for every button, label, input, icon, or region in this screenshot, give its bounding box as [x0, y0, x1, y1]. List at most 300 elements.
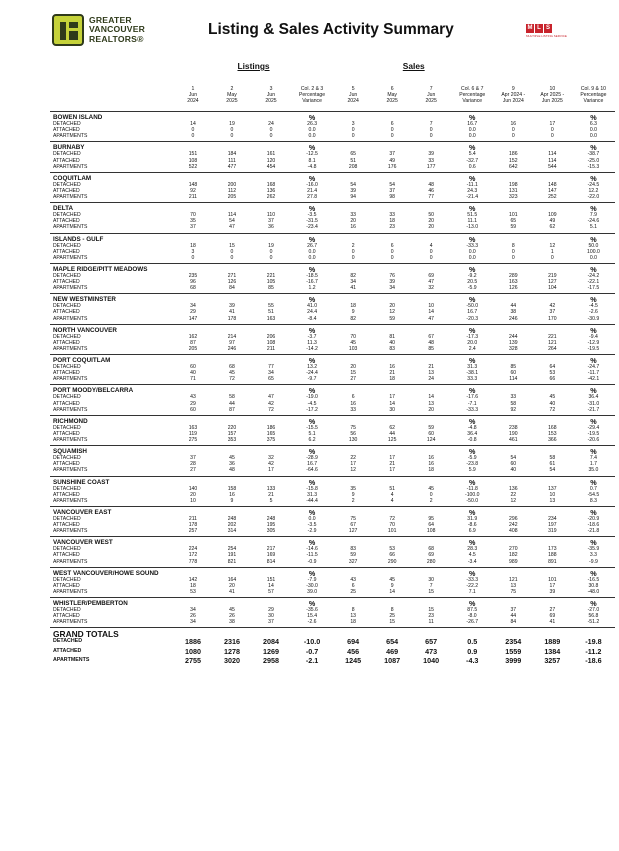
table-cell: 1559 [505, 646, 522, 656]
mls-logo [526, 24, 553, 33]
table-cell: 100.0 [587, 248, 600, 255]
table-cell: 30.8 [588, 582, 599, 589]
blank-cell [334, 172, 373, 182]
table-cell: 94 [350, 194, 356, 201]
row-label: DETACHED [53, 364, 81, 371]
table-cell: 16 [428, 461, 435, 468]
table-cell: 16.7 [307, 461, 318, 468]
table-cell: 72 [229, 376, 235, 383]
table-cell: 72 [268, 406, 274, 413]
row-label: ATTACHED [53, 491, 80, 498]
table-cell: 148 [188, 181, 198, 188]
table-cell: -9.2 [467, 272, 477, 279]
blank-cell [412, 598, 451, 608]
table-cell: 64 [428, 522, 435, 529]
table-cell: 36 [229, 461, 235, 468]
area-name: BOWEN ISLAND [50, 112, 173, 122]
table-cell: 18 [190, 582, 196, 589]
table-cell: 69 [428, 272, 435, 279]
table-cell: 2958 [262, 656, 279, 666]
table-cell: 891 [548, 558, 557, 565]
table-cell: -18.5 [306, 272, 318, 279]
table-cell: 140 [188, 485, 198, 492]
table-cell: 65 [510, 218, 517, 225]
table-cell: 8 [351, 607, 355, 614]
table-cell: 36 [268, 224, 274, 231]
table-cell: 18 [428, 467, 435, 474]
table-cell: 37 [389, 151, 395, 158]
area-name: PORT MOODY/BELCARRA [50, 385, 173, 395]
table-cell: 3 [191, 248, 195, 255]
percent-mark: % [291, 294, 334, 304]
table-cell: 821 [227, 558, 237, 565]
percent-mark: % [572, 142, 615, 152]
table-cell: -3.5 [307, 522, 317, 529]
table-cell: 161 [266, 151, 276, 158]
table-cell: 205 [188, 345, 198, 352]
table-cell: 168 [548, 424, 557, 431]
table-cell: 25 [389, 613, 395, 620]
table-cell: 15 [229, 242, 235, 249]
table-cell: 62 [389, 424, 395, 431]
percent-mark: % [451, 506, 494, 516]
table-cell: 544 [548, 163, 557, 170]
column-header-7 [412, 71, 451, 106]
column-header-line: Jun [266, 91, 276, 98]
table-cell: 31.3 [307, 491, 318, 498]
percent-mark: % [291, 203, 334, 213]
table-cell: 120 [266, 157, 276, 164]
table-cell: 23 [428, 613, 435, 620]
blank-cell [412, 385, 451, 395]
table-cell: 42 [268, 461, 274, 468]
table-cell: 163 [188, 424, 198, 431]
table-cell: 104 [548, 285, 557, 292]
table-cell: 147 [548, 187, 557, 194]
table-cell: 17 [549, 582, 556, 589]
table-cell: 238 [509, 424, 518, 431]
table-cell: 42 [268, 400, 274, 407]
table-cell: 127 [548, 279, 557, 286]
row-label: APARTMENTS [53, 467, 88, 474]
table-cell: 0.0 [308, 515, 316, 522]
row-label: APARTMENTS [53, 657, 90, 664]
table-cell: 0.0 [468, 127, 476, 134]
table-cell: 95 [428, 515, 435, 522]
table-cell: 37 [190, 224, 196, 231]
table-cell: -11.2 [585, 646, 602, 656]
table-cell: -8.0 [467, 613, 477, 620]
table-row [50, 467, 615, 476]
table-cell: 7.9 [589, 212, 597, 219]
table-cell: 989 [509, 558, 518, 565]
table-cell: -15.5 [306, 424, 318, 431]
table-row [50, 255, 615, 264]
row-label: DETACHED [53, 212, 81, 219]
table-cell: 15 [428, 607, 435, 614]
table-cell: -13.0 [466, 224, 479, 231]
table-cell: 323 [509, 194, 518, 201]
table-cell: 34 [268, 370, 274, 377]
table-cell: 186 [509, 151, 518, 158]
table-cell: -11.5 [306, 552, 318, 559]
blank-cell [494, 355, 533, 365]
row-label: APARTMENTS [53, 224, 88, 231]
blank-cell [173, 567, 212, 577]
column-header-10 [533, 71, 572, 106]
table-cell: 2.4 [468, 345, 476, 352]
table-cell: -10.0 [303, 637, 321, 647]
blank-cell [334, 203, 373, 213]
table-cell: -15.3 [587, 163, 600, 170]
table-cell: 34 [190, 619, 196, 626]
table-cell: 33 [350, 406, 356, 413]
column-header-line: Percentage [459, 91, 486, 98]
table-cell: 33 [389, 212, 395, 219]
table-cell: -7.9 [307, 576, 317, 583]
table-cell: 35.0 [588, 467, 599, 474]
table-cell: 59 [510, 224, 517, 231]
table-cell: 108 [188, 157, 198, 164]
blank-cell [212, 506, 251, 516]
table-cell: -0.9 [307, 558, 317, 565]
percent-mark: % [572, 233, 615, 243]
blank-cell [412, 172, 451, 182]
table-cell: -44.4 [306, 497, 318, 504]
table-cell: 21 [389, 370, 395, 377]
table-cell: 114 [509, 376, 518, 383]
table-cell: 0 [269, 127, 273, 134]
table-cell: -14.6 [306, 546, 318, 553]
area-name: SUNSHINE COAST [50, 476, 173, 486]
sales-group-header: Sales [402, 62, 425, 71]
table-cell: 36.4 [588, 394, 599, 401]
column-header-line: Percentage [299, 91, 326, 98]
table-cell: -17.5 [587, 285, 600, 292]
table-cell: 202 [227, 522, 237, 529]
percent-mark: % [291, 476, 334, 486]
table-cell: 6 [390, 242, 394, 249]
table-cell: 9 [390, 582, 394, 589]
area-header [50, 476, 615, 486]
table-cell: 70 [190, 212, 196, 219]
table-cell: 5 [269, 497, 273, 504]
table-cell: 47 [428, 279, 435, 286]
blank-cell [533, 415, 572, 425]
blank-cell [173, 628, 212, 638]
table-cell: 51.5 [467, 212, 478, 219]
table-cell: 51 [268, 309, 274, 316]
table-cell: 1278 [223, 646, 240, 656]
table-cell: 375 [266, 437, 276, 444]
header-blank [50, 62, 173, 71]
table-cell: 20.0 [467, 339, 478, 346]
table-cell: 14 [389, 588, 395, 595]
table-cell: 124 [426, 437, 436, 444]
blank-cell [212, 294, 251, 304]
table-cell: 153 [548, 430, 557, 437]
row-label: ATTACHED [53, 613, 80, 620]
column-header-line: 2024 [347, 97, 359, 104]
area-name: BURNABY [50, 142, 173, 152]
area-header [50, 506, 615, 516]
table-cell: 65 [350, 151, 356, 158]
table-row [50, 407, 615, 416]
row-label: APARTMENTS [53, 315, 88, 322]
column-header-line: 2024 [187, 97, 199, 104]
table-cell: 110 [266, 212, 276, 219]
area-header [50, 415, 615, 425]
table-cell: 235 [188, 272, 198, 279]
column-header-line: 2025 [265, 97, 277, 104]
table-cell: 176 [387, 163, 397, 170]
column-header-1 [173, 71, 212, 106]
table-cell: 164 [227, 576, 237, 583]
percent-mark: % [572, 476, 615, 486]
row-label: APARTMENTS [53, 194, 88, 201]
table-cell: 7 [429, 121, 433, 128]
blank-cell [412, 506, 451, 516]
table-cell: 14 [190, 121, 196, 128]
table-cell: 22 [350, 455, 356, 462]
table-cell: -4.8 [467, 424, 477, 431]
table-cell: 6.9 [468, 528, 476, 535]
row-label: APARTMENTS [53, 376, 88, 383]
percent-mark: % [291, 233, 334, 243]
row-label: ATTACHED [53, 248, 80, 255]
table-cell: 41 [350, 285, 356, 292]
table-cell: 8.3 [589, 497, 597, 504]
area-name: VANCOUVER WEST [50, 537, 173, 547]
table-cell: 21 [389, 461, 395, 468]
table-cell: 81 [389, 333, 395, 340]
table-cell: 0.5 [467, 637, 478, 647]
column-header-3 [251, 71, 290, 106]
table-cell: 327 [348, 558, 358, 565]
percent-mark: % [572, 385, 615, 395]
table-cell: 60 [428, 430, 435, 437]
row-label: ATTACHED [53, 430, 80, 437]
table-cell: 198 [509, 181, 518, 188]
table-cell: 16 [229, 491, 235, 498]
blank-cell [334, 537, 373, 547]
percent-mark: % [291, 355, 334, 365]
table-cell: 5.9 [468, 467, 476, 474]
table-cell: 34 [389, 285, 395, 292]
percent-mark: % [572, 567, 615, 577]
column-header-row [50, 71, 615, 106]
table-cell: 172 [188, 552, 198, 559]
table-cell: -16.0 [306, 181, 318, 188]
table-cell: -4.8 [307, 163, 317, 170]
table-cell: 60 [190, 364, 196, 371]
table-cell: -50.0 [466, 303, 479, 310]
column-header-line: Jun [349, 91, 358, 98]
table-cell: 0 [351, 248, 355, 255]
table-cell: 85 [428, 345, 435, 352]
table-row [50, 559, 615, 568]
table-cell: -0.7 [305, 646, 319, 656]
table-cell: 85 [268, 285, 274, 292]
table-cell: -21.7 [587, 406, 600, 413]
blank-cell [334, 598, 373, 608]
percent-mark: % [451, 476, 494, 486]
blank-cell [212, 172, 251, 182]
table-cell: 101 [548, 576, 557, 583]
table-cell: 20 [428, 224, 435, 231]
table-cell: 45 [389, 576, 395, 583]
percent-mark: % [291, 537, 334, 547]
table-cell: -20.6 [587, 437, 600, 444]
table-cell: 45 [229, 370, 235, 377]
table-cell: 54 [510, 455, 517, 462]
table-cell: -38.1 [466, 370, 479, 377]
table-cell: 17 [389, 455, 395, 462]
table-cell: 20 [350, 364, 356, 371]
table-cell: 53 [190, 588, 196, 595]
blank-cell [412, 142, 451, 152]
column-header-5 [334, 71, 373, 106]
table-cell: 85 [510, 364, 517, 371]
table-cell: 15 [389, 619, 395, 626]
column-header-line: May [387, 91, 397, 98]
table-cell: 7.1 [468, 588, 476, 595]
blank-cell [373, 355, 412, 365]
column-header-line: Jun [188, 91, 198, 98]
table-cell: 0 [390, 133, 394, 140]
table-cell: -16.7 [306, 279, 318, 286]
table-cell: 1245 [345, 656, 362, 666]
gvr-logo-mark [52, 14, 84, 46]
table-cell: 224 [188, 546, 198, 553]
table-cell: 126 [509, 285, 518, 292]
table-cell: 252 [548, 194, 557, 201]
column-header-line: May [227, 91, 237, 98]
table-cell: 246 [227, 345, 237, 352]
table-cell: -50.0 [466, 497, 479, 504]
blank-cell [334, 567, 373, 577]
blank-cell [251, 476, 290, 486]
table-cell: 44 [510, 613, 517, 620]
percent-mark: % [572, 506, 615, 516]
blank-cell [173, 446, 212, 456]
percent-mark: % [291, 112, 334, 122]
table-cell: 47 [428, 315, 435, 322]
table-cell: 14 [268, 582, 274, 589]
table-cell: -24.5 [587, 181, 600, 188]
table-cell: 33.3 [467, 376, 478, 383]
blank-cell [533, 506, 572, 516]
blank-cell [212, 385, 251, 395]
column-header-line: 2025 [425, 97, 437, 104]
blank-cell [334, 415, 373, 425]
table-cell: 17 [350, 461, 356, 468]
table-cell: 328 [509, 345, 518, 352]
table-cell: 0 [550, 127, 554, 134]
table-cell: 67 [350, 522, 356, 529]
table-cell: -33.3 [466, 242, 479, 249]
table-cell: 75 [350, 424, 356, 431]
table-cell: 40 [510, 467, 517, 474]
percent-mark: % [291, 506, 334, 516]
table-cell: 54 [350, 181, 356, 188]
table-cell: 477 [227, 163, 237, 170]
table-cell: 24 [268, 121, 274, 128]
percent-mark: % [572, 203, 615, 213]
blank-cell [251, 355, 290, 365]
table-cell: 184 [227, 151, 237, 158]
table-cell: 101 [387, 528, 397, 535]
blank-cell [251, 628, 290, 638]
table-cell: 20 [229, 582, 235, 589]
table-cell: 0.7 [589, 485, 597, 492]
table-cell: -20.3 [466, 315, 479, 322]
blank-cell [173, 203, 212, 213]
table-row [50, 316, 615, 325]
table-cell: 70 [389, 522, 395, 529]
table-cell: 0.6 [468, 163, 476, 170]
table-cell: 12 [350, 467, 356, 474]
table-cell: -27.0 [587, 607, 600, 614]
table-cell: 83 [389, 345, 395, 352]
table-cell: 21.4 [307, 187, 318, 194]
blank-cell [494, 172, 533, 182]
table-cell: -33.3 [466, 576, 479, 583]
mls-letter-s: S [545, 25, 550, 31]
table-cell: 51 [350, 157, 356, 164]
table-cell: 30 [268, 613, 274, 620]
blank-cell [494, 628, 533, 638]
table-cell: 29 [190, 309, 196, 316]
row-label: DETACHED [53, 181, 81, 188]
table-cell: -31.5 [306, 218, 318, 225]
percent-mark: % [291, 385, 334, 395]
blank-cell [173, 142, 212, 152]
table-cell: 0 [429, 248, 433, 255]
table-cell: -24.2 [587, 272, 600, 279]
table-cell: 195 [266, 522, 276, 529]
column-header-line: Apr 2025 - [540, 91, 565, 98]
percent-mark: % [572, 263, 615, 273]
blank-cell [251, 385, 290, 395]
table-cell: 121 [548, 339, 557, 346]
table-cell: -54.5 [587, 491, 600, 498]
blank-cell [373, 628, 412, 638]
table-cell: 16 [350, 400, 356, 407]
mls-logo-caption: MULTIPLE LISTING SERVICE [526, 34, 567, 38]
table-cell: -2.1 [305, 656, 319, 666]
blank-cell [533, 203, 572, 213]
table-cell: -8.4 [307, 315, 317, 322]
table-cell: 1040 [423, 656, 440, 666]
table-cell: 0.0 [308, 248, 316, 255]
table-cell: 2755 [184, 656, 201, 666]
table-cell: 26.7 [307, 242, 318, 249]
table-cell: 152 [509, 157, 518, 164]
blank-cell [212, 355, 251, 365]
blank-cell [173, 233, 212, 243]
blank-cell [494, 506, 533, 516]
table-cell: 42 [549, 303, 556, 310]
table-cell: 33 [428, 157, 435, 164]
table-cell: 234 [548, 515, 557, 522]
blank-cell [173, 415, 212, 425]
table-cell: 29 [268, 607, 274, 614]
blank-cell [494, 385, 533, 395]
table-cell: 101 [509, 212, 518, 219]
table-cell: 114 [548, 157, 557, 164]
table-cell: -4.5 [307, 400, 317, 407]
